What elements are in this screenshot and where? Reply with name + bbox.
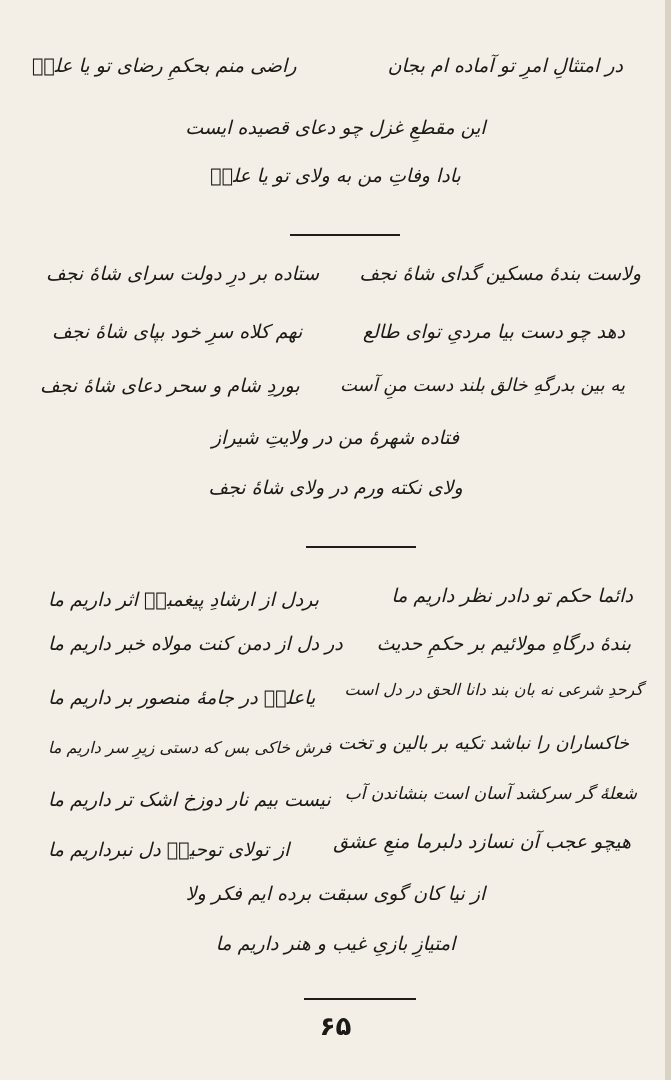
s3-row3-right: گرحدِ شرعی نه بان بند دانا الحق در دل است <box>344 680 643 699</box>
s3-row2-right: بندهٔ درگاهِ مولائیم بر حکمِ حدیث <box>376 633 631 655</box>
s1-center-1: این مقطعِ غزل چو دعای قصیده ایست <box>185 117 486 139</box>
s3-row5-left: نیست بیم نار دوزخ اشک تر داریم ما <box>48 789 331 811</box>
divider-1 <box>290 234 400 236</box>
s3-row4-left: فرش خاکی بس که دستی زیرِ سر داریم ما <box>48 738 332 757</box>
s3-row2-left: در دل از دمن کنت مولاه خبر داریم ما <box>48 633 343 655</box>
s2-center-2: ولای نکته ورم در ولای شاهٔ نجف <box>208 477 463 499</box>
s3-row6-right: هیچو عجب آن نسازد دلبرما منعِ عشق <box>333 831 631 853</box>
s3-row1-right: دائما حکم تو دادر نظر داریم ما <box>391 585 633 607</box>
s1-center-2: بادا وفاتِ من به ولای تو یا علیؑ <box>210 165 461 187</box>
s2-center-1: فتاده شهرهٔ من در ولایتِ شیراز <box>211 427 460 449</box>
s2-row2-left: نهم کلاه سرِ خود بپای شاهٔ نجف <box>52 321 303 343</box>
divider-2 <box>306 546 416 548</box>
s3-row3-left: یاعلیؑ در جامهٔ منصور بر داریم ما <box>48 687 316 709</box>
s3-row6-left: از تولای توحیدؑ دل نبرداریم ما <box>48 839 290 861</box>
s2-row2-right: دهد چو دست بیا مردیِ توای طالع <box>362 321 625 343</box>
page-number: ۶۵ <box>319 1012 352 1042</box>
s2-row3-right: یه بین بدرگهِ خالق بلند دست منِ آست <box>339 375 625 396</box>
s3-row4-right: خاکساران را نباشد تکیه بر بالین و تخت <box>338 733 629 754</box>
s1-row1-left: راضی منم بحکمِ رضای تو یا علیؑ <box>32 55 297 77</box>
divider-3 <box>304 998 416 1000</box>
s2-row3-left: بوردِ شام و سحر دعای شاهٔ نجف <box>40 375 300 397</box>
s3-row1-left: بردل از ارشادِ پیغمبرؐ اثر داریم ما <box>48 589 319 611</box>
s1-row1-right: در امتثالِ امرِ تو آماده ام بجان <box>387 55 623 77</box>
s2-row1-left: ستاده بر درِ دولت سرای شاهٔ نجف <box>46 263 320 285</box>
s3-row5-right: شعلهٔ گر سرکشد آسان است بنشاندن آب <box>344 784 637 804</box>
s2-row1-right: ولاست بندهٔ مسکین گدای شاهٔ نجف <box>359 263 641 285</box>
s3-center-1: از نیا کان گوی سبقت برده ایم فکر ولا <box>185 883 486 905</box>
s3-center-2: امتیازِ بازیِ غیب و هنر داریم ما <box>215 933 456 955</box>
page-edge <box>665 0 671 1080</box>
